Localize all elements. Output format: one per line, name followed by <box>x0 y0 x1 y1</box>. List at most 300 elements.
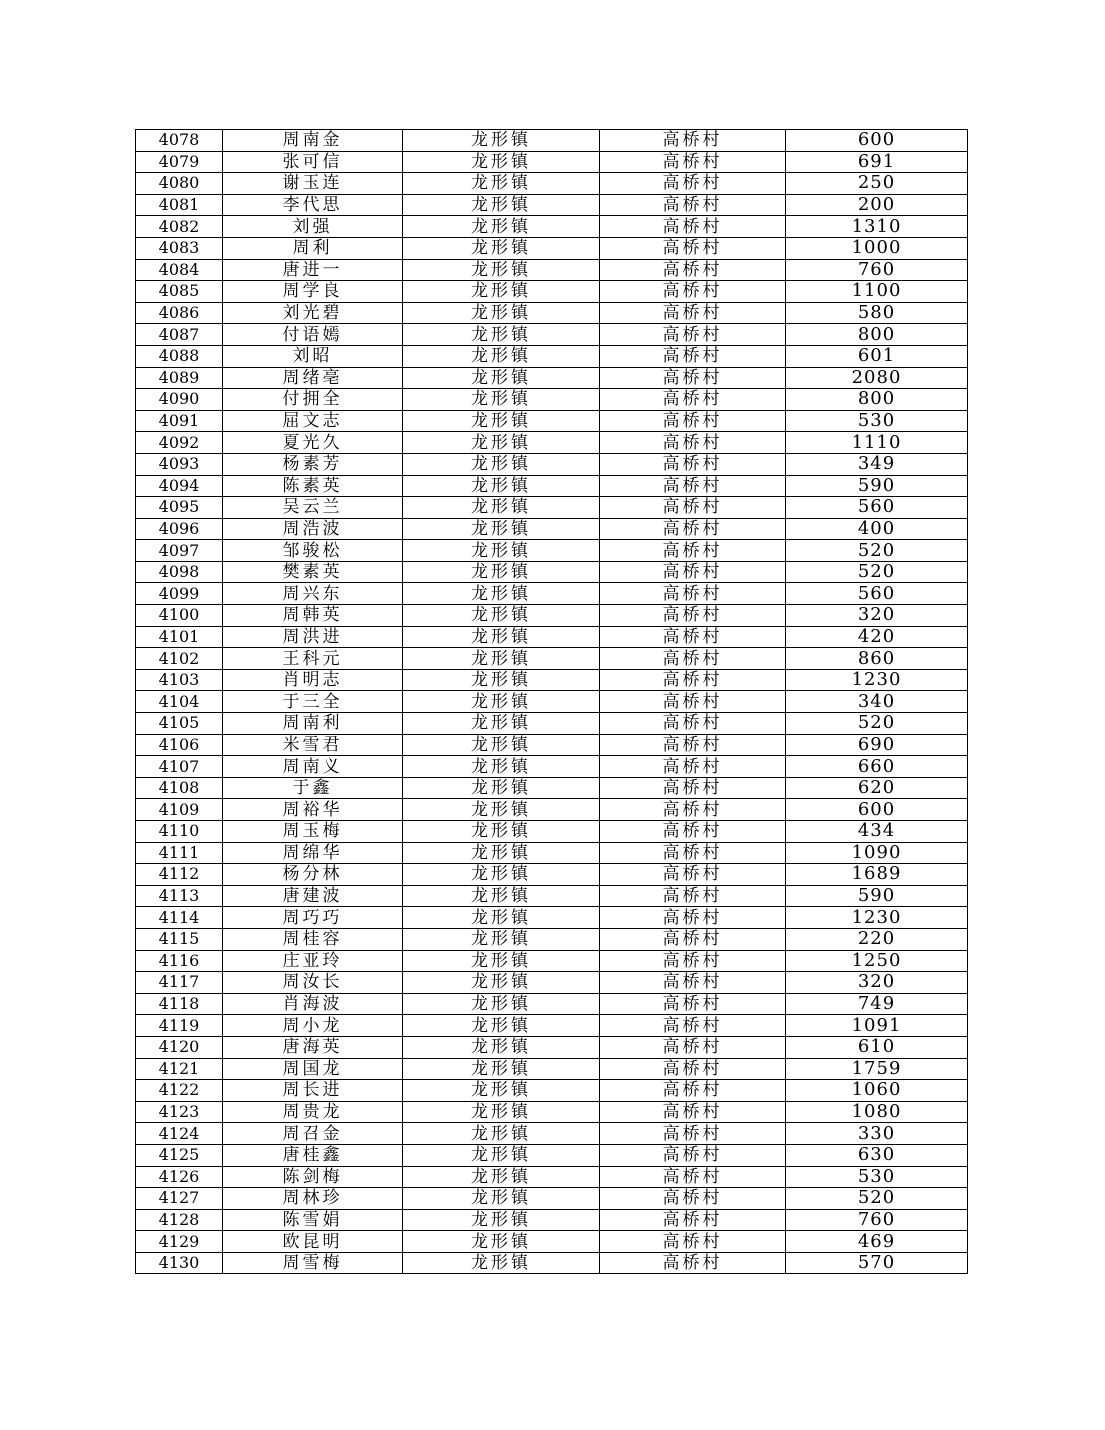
village-cell: 高桥村 <box>600 410 786 432</box>
village-cell: 高桥村 <box>600 281 786 303</box>
table-row <box>136 259 968 281</box>
row-number-cell: 4096 <box>136 518 223 540</box>
village-cell: 高桥村 <box>600 194 786 216</box>
row-number-cell: 4097 <box>136 540 223 562</box>
amount-cell: 590 <box>786 475 968 497</box>
row-number-cell: 4115 <box>136 928 223 950</box>
amount-cell: 760 <box>786 259 968 281</box>
row-number-cell: 4093 <box>136 453 223 475</box>
amount-cell: 630 <box>786 1144 968 1166</box>
table-row <box>136 842 968 864</box>
person-name-cell: 周韩英 <box>223 605 403 627</box>
person-name-cell: 肖明志 <box>223 669 403 691</box>
person-name-cell: 陈剑梅 <box>223 1166 403 1188</box>
village-cell: 高桥村 <box>600 216 786 238</box>
table-row <box>136 497 968 519</box>
row-number-cell: 4088 <box>136 345 223 367</box>
person-name-cell: 王科元 <box>223 648 403 670</box>
village-cell: 高桥村 <box>600 540 786 562</box>
person-name-cell: 周巧巧 <box>223 907 403 929</box>
row-number-cell: 4106 <box>136 734 223 756</box>
table-row <box>136 1209 968 1231</box>
town-cell: 龙形镇 <box>403 367 600 389</box>
village-cell: 高桥村 <box>600 1080 786 1102</box>
row-number-cell: 4114 <box>136 907 223 929</box>
table-row <box>136 302 968 324</box>
town-cell: 龙形镇 <box>403 345 600 367</box>
amount-cell: 1310 <box>786 216 968 238</box>
town-cell: 龙形镇 <box>403 151 600 173</box>
village-cell: 高桥村 <box>600 432 786 454</box>
person-name-cell: 周长进 <box>223 1080 403 1102</box>
table-row <box>136 691 968 713</box>
town-cell: 龙形镇 <box>403 281 600 303</box>
person-name-cell: 付拥全 <box>223 389 403 411</box>
town-cell: 龙形镇 <box>403 821 600 843</box>
village-cell: 高桥村 <box>600 907 786 929</box>
amount-cell: 434 <box>786 821 968 843</box>
table-row <box>136 821 968 843</box>
amount-cell: 469 <box>786 1231 968 1253</box>
village-cell: 高桥村 <box>600 1209 786 1231</box>
row-number-cell: 4080 <box>136 173 223 195</box>
town-cell: 龙形镇 <box>403 626 600 648</box>
village-cell: 高桥村 <box>600 1015 786 1037</box>
town-cell: 龙形镇 <box>403 216 600 238</box>
table-row <box>136 540 968 562</box>
person-name-cell: 吴云兰 <box>223 497 403 519</box>
amount-cell: 860 <box>786 648 968 670</box>
row-number-cell: 4100 <box>136 605 223 627</box>
town-cell: 龙形镇 <box>403 130 600 152</box>
row-number-cell: 4105 <box>136 713 223 735</box>
amount-cell: 420 <box>786 626 968 648</box>
person-name-cell: 李代思 <box>223 194 403 216</box>
roster-table <box>135 129 968 1274</box>
table-row <box>136 777 968 799</box>
village-cell: 高桥村 <box>600 799 786 821</box>
row-number-cell: 4103 <box>136 669 223 691</box>
person-name-cell: 周国龙 <box>223 1058 403 1080</box>
table-row <box>136 1036 968 1058</box>
town-cell: 龙形镇 <box>403 993 600 1015</box>
village-cell: 高桥村 <box>600 345 786 367</box>
village-cell: 高桥村 <box>600 648 786 670</box>
person-name-cell: 周利 <box>223 237 403 259</box>
town-cell: 龙形镇 <box>403 669 600 691</box>
row-number-cell: 4083 <box>136 237 223 259</box>
table-row <box>136 713 968 735</box>
town-cell: 龙形镇 <box>403 432 600 454</box>
amount-cell: 590 <box>786 885 968 907</box>
person-name-cell: 周林珍 <box>223 1188 403 1210</box>
town-cell: 龙形镇 <box>403 928 600 950</box>
person-name-cell: 谢玉连 <box>223 173 403 195</box>
row-number-cell: 4098 <box>136 561 223 583</box>
amount-cell: 200 <box>786 194 968 216</box>
person-name-cell: 刘光碧 <box>223 302 403 324</box>
town-cell: 龙形镇 <box>403 1080 600 1102</box>
row-number-cell: 4121 <box>136 1058 223 1080</box>
amount-cell: 1100 <box>786 281 968 303</box>
village-cell: 高桥村 <box>600 669 786 691</box>
amount-cell: 1060 <box>786 1080 968 1102</box>
amount-cell: 610 <box>786 1036 968 1058</box>
village-cell: 高桥村 <box>600 453 786 475</box>
person-name-cell: 周兴东 <box>223 583 403 605</box>
row-number-cell: 4099 <box>136 583 223 605</box>
amount-cell: 1091 <box>786 1015 968 1037</box>
amount-cell: 320 <box>786 972 968 994</box>
amount-cell: 660 <box>786 756 968 778</box>
amount-cell: 760 <box>786 1209 968 1231</box>
person-name-cell: 刘昭 <box>223 345 403 367</box>
town-cell: 龙形镇 <box>403 691 600 713</box>
person-name-cell: 唐桂鑫 <box>223 1144 403 1166</box>
row-number-cell: 4104 <box>136 691 223 713</box>
table-row <box>136 216 968 238</box>
village-cell: 高桥村 <box>600 864 786 886</box>
town-cell: 龙形镇 <box>403 756 600 778</box>
table-row <box>136 1252 968 1274</box>
village-cell: 高桥村 <box>600 1252 786 1274</box>
person-name-cell: 于三全 <box>223 691 403 713</box>
person-name-cell: 庄亚玲 <box>223 950 403 972</box>
town-cell: 龙形镇 <box>403 497 600 519</box>
amount-cell: 400 <box>786 518 968 540</box>
person-name-cell: 周桂容 <box>223 928 403 950</box>
village-cell: 高桥村 <box>600 842 786 864</box>
amount-cell: 1689 <box>786 864 968 886</box>
person-name-cell: 周绪亳 <box>223 367 403 389</box>
amount-cell: 1000 <box>786 237 968 259</box>
village-cell: 高桥村 <box>600 821 786 843</box>
row-number-cell: 4112 <box>136 864 223 886</box>
row-number-cell: 4119 <box>136 1015 223 1037</box>
village-cell: 高桥村 <box>600 928 786 950</box>
table-row <box>136 1058 968 1080</box>
amount-cell: 800 <box>786 324 968 346</box>
amount-cell: 349 <box>786 453 968 475</box>
town-cell: 龙形镇 <box>403 648 600 670</box>
person-name-cell: 于鑫 <box>223 777 403 799</box>
table-row <box>136 475 968 497</box>
row-number-cell: 4079 <box>136 151 223 173</box>
table-row <box>136 1231 968 1253</box>
row-number-cell: 4113 <box>136 885 223 907</box>
village-cell: 高桥村 <box>600 756 786 778</box>
town-cell: 龙形镇 <box>403 605 600 627</box>
table-row <box>136 756 968 778</box>
amount-cell: 520 <box>786 561 968 583</box>
person-name-cell: 杨分林 <box>223 864 403 886</box>
person-name-cell: 唐进一 <box>223 259 403 281</box>
village-cell: 高桥村 <box>600 497 786 519</box>
amount-cell: 1080 <box>786 1101 968 1123</box>
town-cell: 龙形镇 <box>403 1231 600 1253</box>
row-number-cell: 4108 <box>136 777 223 799</box>
amount-cell: 2080 <box>786 367 968 389</box>
row-number-cell: 4087 <box>136 324 223 346</box>
table-row <box>136 1015 968 1037</box>
town-cell: 龙形镇 <box>403 1188 600 1210</box>
village-cell: 高桥村 <box>600 367 786 389</box>
row-number-cell: 4094 <box>136 475 223 497</box>
town-cell: 龙形镇 <box>403 561 600 583</box>
person-name-cell: 付语嫣 <box>223 324 403 346</box>
town-cell: 龙形镇 <box>403 950 600 972</box>
row-number-cell: 4122 <box>136 1080 223 1102</box>
row-number-cell: 4117 <box>136 972 223 994</box>
village-cell: 高桥村 <box>600 151 786 173</box>
table-row <box>136 950 968 972</box>
village-cell: 高桥村 <box>600 583 786 605</box>
town-cell: 龙形镇 <box>403 173 600 195</box>
table-row <box>136 1123 968 1145</box>
amount-cell: 560 <box>786 583 968 605</box>
table-row <box>136 389 968 411</box>
row-number-cell: 4130 <box>136 1252 223 1274</box>
amount-cell: 580 <box>786 302 968 324</box>
row-number-cell: 4085 <box>136 281 223 303</box>
row-number-cell: 4092 <box>136 432 223 454</box>
amount-cell: 690 <box>786 734 968 756</box>
row-number-cell: 4082 <box>136 216 223 238</box>
town-cell: 龙形镇 <box>403 1166 600 1188</box>
table-row <box>136 972 968 994</box>
town-cell: 龙形镇 <box>403 410 600 432</box>
table-row <box>136 993 968 1015</box>
town-cell: 龙形镇 <box>403 1015 600 1037</box>
village-cell: 高桥村 <box>600 518 786 540</box>
amount-cell: 560 <box>786 497 968 519</box>
amount-cell: 530 <box>786 1166 968 1188</box>
table-row <box>136 151 968 173</box>
row-number-cell: 4129 <box>136 1231 223 1253</box>
table-row <box>136 928 968 950</box>
village-cell: 高桥村 <box>600 1144 786 1166</box>
village-cell: 高桥村 <box>600 713 786 735</box>
town-cell: 龙形镇 <box>403 777 600 799</box>
town-cell: 龙形镇 <box>403 713 600 735</box>
row-number-cell: 4110 <box>136 821 223 843</box>
person-name-cell: 刘强 <box>223 216 403 238</box>
town-cell: 龙形镇 <box>403 885 600 907</box>
village-cell: 高桥村 <box>600 691 786 713</box>
table-row <box>136 237 968 259</box>
village-cell: 高桥村 <box>600 302 786 324</box>
person-name-cell: 欧昆明 <box>223 1231 403 1253</box>
table-row <box>136 324 968 346</box>
person-name-cell: 周玉梅 <box>223 821 403 843</box>
row-number-cell: 4086 <box>136 302 223 324</box>
village-cell: 高桥村 <box>600 237 786 259</box>
table-row <box>136 605 968 627</box>
village-cell: 高桥村 <box>600 1166 786 1188</box>
person-name-cell: 周汝长 <box>223 972 403 994</box>
amount-cell: 220 <box>786 928 968 950</box>
table-row <box>136 734 968 756</box>
table-row <box>136 432 968 454</box>
table-row <box>136 885 968 907</box>
amount-cell: 620 <box>786 777 968 799</box>
row-number-cell: 4107 <box>136 756 223 778</box>
town-cell: 龙形镇 <box>403 1058 600 1080</box>
row-number-cell: 4127 <box>136 1188 223 1210</box>
person-name-cell: 周南义 <box>223 756 403 778</box>
row-number-cell: 4101 <box>136 626 223 648</box>
amount-cell: 1230 <box>786 907 968 929</box>
table-row <box>136 345 968 367</box>
row-number-cell: 4078 <box>136 130 223 152</box>
town-cell: 龙形镇 <box>403 194 600 216</box>
village-cell: 高桥村 <box>600 1101 786 1123</box>
person-name-cell: 米雪君 <box>223 734 403 756</box>
village-cell: 高桥村 <box>600 1123 786 1145</box>
village-cell: 高桥村 <box>600 972 786 994</box>
row-number-cell: 4123 <box>136 1101 223 1123</box>
row-number-cell: 4116 <box>136 950 223 972</box>
town-cell: 龙形镇 <box>403 1036 600 1058</box>
person-name-cell: 周浩波 <box>223 518 403 540</box>
village-cell: 高桥村 <box>600 734 786 756</box>
town-cell: 龙形镇 <box>403 1144 600 1166</box>
amount-cell: 1759 <box>786 1058 968 1080</box>
row-number-cell: 4091 <box>136 410 223 432</box>
table-row <box>136 281 968 303</box>
person-name-cell: 周绵华 <box>223 842 403 864</box>
amount-cell: 520 <box>786 1188 968 1210</box>
person-name-cell: 邹骏松 <box>223 540 403 562</box>
table-row <box>136 453 968 475</box>
town-cell: 龙形镇 <box>403 972 600 994</box>
town-cell: 龙形镇 <box>403 237 600 259</box>
town-cell: 龙形镇 <box>403 907 600 929</box>
village-cell: 高桥村 <box>600 605 786 627</box>
amount-cell: 530 <box>786 410 968 432</box>
town-cell: 龙形镇 <box>403 475 600 497</box>
person-name-cell: 周贵龙 <box>223 1101 403 1123</box>
row-number-cell: 4124 <box>136 1123 223 1145</box>
table-row <box>136 1144 968 1166</box>
village-cell: 高桥村 <box>600 130 786 152</box>
town-cell: 龙形镇 <box>403 842 600 864</box>
town-cell: 龙形镇 <box>403 453 600 475</box>
row-number-cell: 4125 <box>136 1144 223 1166</box>
row-number-cell: 4120 <box>136 1036 223 1058</box>
amount-cell: 600 <box>786 799 968 821</box>
amount-cell: 520 <box>786 713 968 735</box>
table-row <box>136 799 968 821</box>
table-row <box>136 907 968 929</box>
town-cell: 龙形镇 <box>403 799 600 821</box>
row-number-cell: 4084 <box>136 259 223 281</box>
person-name-cell: 杨素芳 <box>223 453 403 475</box>
row-number-cell: 4102 <box>136 648 223 670</box>
person-name-cell: 唐建波 <box>223 885 403 907</box>
table-row <box>136 1080 968 1102</box>
amount-cell: 1110 <box>786 432 968 454</box>
amount-cell: 601 <box>786 345 968 367</box>
town-cell: 龙形镇 <box>403 518 600 540</box>
amount-cell: 1250 <box>786 950 968 972</box>
town-cell: 龙形镇 <box>403 324 600 346</box>
row-number-cell: 4109 <box>136 799 223 821</box>
amount-cell: 691 <box>786 151 968 173</box>
table-row <box>136 1166 968 1188</box>
amount-cell: 340 <box>786 691 968 713</box>
person-name-cell: 屈文志 <box>223 410 403 432</box>
town-cell: 龙形镇 <box>403 1252 600 1274</box>
person-name-cell: 陈素英 <box>223 475 403 497</box>
person-name-cell: 樊素英 <box>223 561 403 583</box>
row-number-cell: 4095 <box>136 497 223 519</box>
village-cell: 高桥村 <box>600 1231 786 1253</box>
person-name-cell: 周南利 <box>223 713 403 735</box>
village-cell: 高桥村 <box>600 885 786 907</box>
amount-cell: 749 <box>786 993 968 1015</box>
table-row <box>136 648 968 670</box>
person-name-cell: 周裕华 <box>223 799 403 821</box>
village-cell: 高桥村 <box>600 475 786 497</box>
roster-table-body <box>136 130 968 1274</box>
person-name-cell: 夏光久 <box>223 432 403 454</box>
person-name-cell: 周洪进 <box>223 626 403 648</box>
table-row <box>136 1188 968 1210</box>
village-cell: 高桥村 <box>600 259 786 281</box>
row-number-cell: 4090 <box>136 389 223 411</box>
village-cell: 高桥村 <box>600 389 786 411</box>
village-cell: 高桥村 <box>600 993 786 1015</box>
row-number-cell: 4126 <box>136 1166 223 1188</box>
village-cell: 高桥村 <box>600 1188 786 1210</box>
row-number-cell: 4089 <box>136 367 223 389</box>
table-row <box>136 669 968 691</box>
table-row <box>136 626 968 648</box>
village-cell: 高桥村 <box>600 626 786 648</box>
table-row <box>136 194 968 216</box>
row-number-cell: 4118 <box>136 993 223 1015</box>
person-name-cell: 肖海波 <box>223 993 403 1015</box>
table-row <box>136 367 968 389</box>
row-number-cell: 4081 <box>136 194 223 216</box>
amount-cell: 520 <box>786 540 968 562</box>
amount-cell: 320 <box>786 605 968 627</box>
person-name-cell: 周召金 <box>223 1123 403 1145</box>
town-cell: 龙形镇 <box>403 734 600 756</box>
amount-cell: 1230 <box>786 669 968 691</box>
person-name-cell: 周南金 <box>223 130 403 152</box>
table-row <box>136 130 968 152</box>
table-row <box>136 561 968 583</box>
village-cell: 高桥村 <box>600 1058 786 1080</box>
town-cell: 龙形镇 <box>403 302 600 324</box>
amount-cell: 1090 <box>786 842 968 864</box>
town-cell: 龙形镇 <box>403 1101 600 1123</box>
row-number-cell: 4128 <box>136 1209 223 1231</box>
town-cell: 龙形镇 <box>403 259 600 281</box>
village-cell: 高桥村 <box>600 173 786 195</box>
village-cell: 高桥村 <box>600 950 786 972</box>
amount-cell: 800 <box>786 389 968 411</box>
table-row <box>136 583 968 605</box>
amount-cell: 330 <box>786 1123 968 1145</box>
town-cell: 龙形镇 <box>403 583 600 605</box>
table-row <box>136 410 968 432</box>
town-cell: 龙形镇 <box>403 1209 600 1231</box>
town-cell: 龙形镇 <box>403 389 600 411</box>
person-name-cell: 唐海英 <box>223 1036 403 1058</box>
